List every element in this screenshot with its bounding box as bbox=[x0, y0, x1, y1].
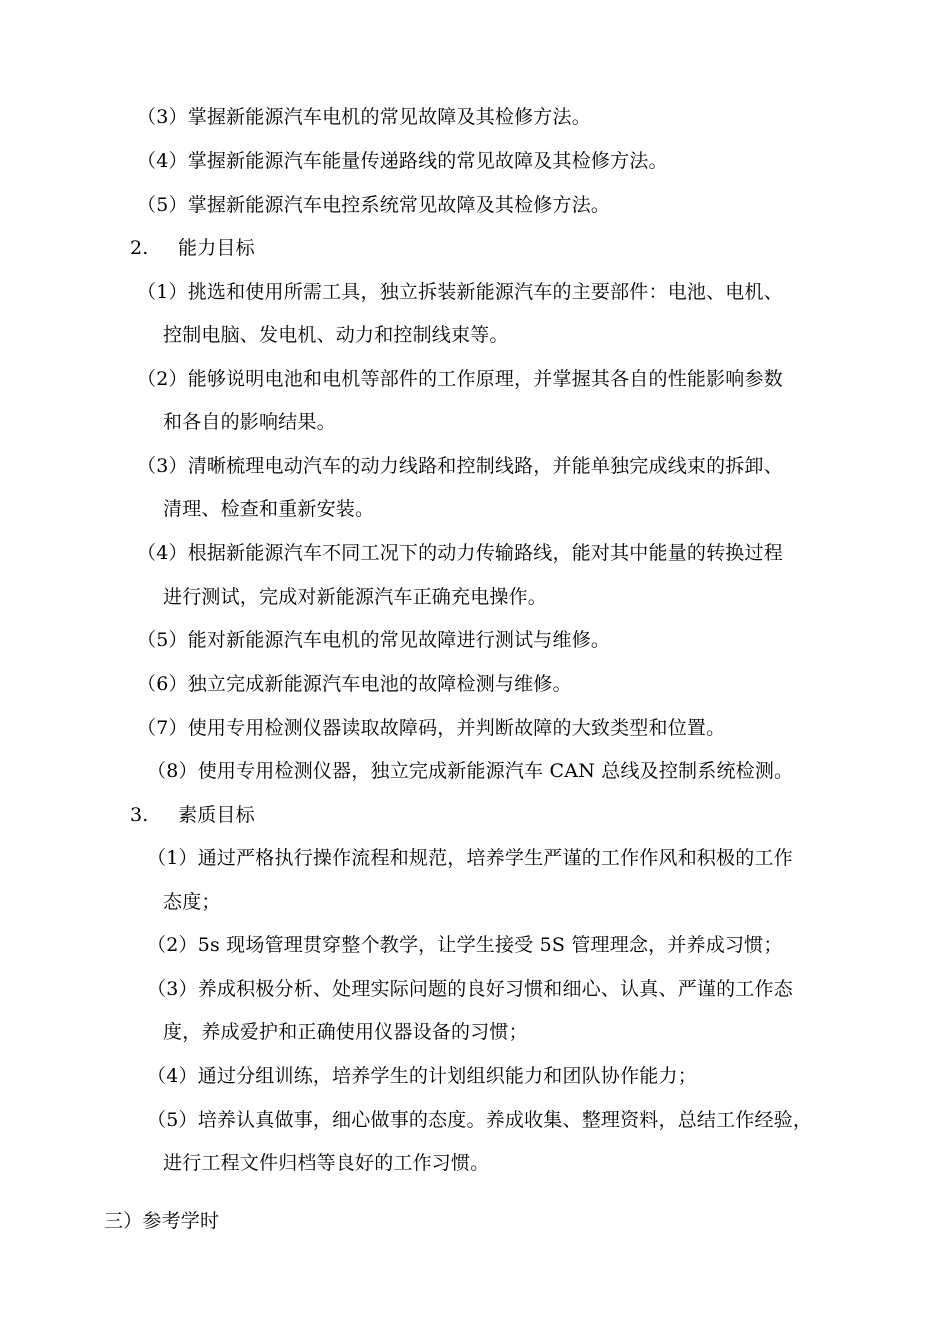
knowledge-item-4: （4）掌握新能源汽车能量传递路线的常见故障及其检修方法。 bbox=[137, 150, 668, 172]
quality-heading-number: 3. bbox=[130, 804, 149, 826]
ability-heading-number: 2. bbox=[130, 237, 149, 259]
quality-heading bbox=[130, 803, 255, 827]
quality-item-4: （4）通过分组训练，培养学生的计划组织能力和团队协作能力； bbox=[147, 1065, 697, 1087]
quality-item-1-line-1: （1）通过严格执行操作流程和规范，培养学生严谨的工作作风和积极的工作 bbox=[147, 847, 793, 869]
ability-item-3-line-2: 清理、检查和重新安装。 bbox=[163, 498, 375, 520]
ability-item-2-line-2: 和各自的影响结果。 bbox=[163, 411, 336, 433]
quality-item-5-line-1: （5）培养认真做事，细心做事的态度。养成收集、整理资料，总结工作经验， bbox=[147, 1109, 813, 1131]
ability-item-1-line-1: （1）挑选和使用所需工具，独立拆装新能源汽车的主要部件：电池、电机、 bbox=[137, 281, 783, 303]
quality-heading-title: 素质目标 bbox=[178, 804, 255, 826]
quality-item-3-line-2: 度，养成爱护和正确使用仪器设备的习惯； bbox=[163, 1021, 528, 1043]
ability-item-6: （6）独立完成新能源汽车电池的故障检测与维修。 bbox=[137, 673, 572, 695]
quality-item-5-line-2: 进行工程文件归档等良好的工作习惯。 bbox=[163, 1152, 490, 1174]
section-heading-reference-hours: 三）参考学时 bbox=[104, 1210, 220, 1232]
ability-heading bbox=[130, 236, 255, 260]
ability-item-1-line-2: 控制电脑、发电机、动力和控制线束等。 bbox=[163, 324, 509, 346]
quality-item-3-line-1: （3）养成积极分析、处理实际问题的良好习惯和细心、认真、严谨的工作态 bbox=[147, 978, 793, 1000]
ability-item-4-line-1: （4）根据新能源汽车不同工况下的动力传输路线，能对其中能量的转换过程 bbox=[137, 542, 783, 564]
ability-item-2-line-1: （2）能够说明电池和电机等部件的工作原理，并掌握其各自的性能影响参数 bbox=[137, 368, 783, 390]
knowledge-item-3: （3）掌握新能源汽车电机的常见故障及其检修方法。 bbox=[137, 106, 591, 128]
ability-item-5: （5）能对新能源汽车电机的常见故障进行测试与维修。 bbox=[137, 629, 611, 651]
ability-item-3-line-1: （3）清晰梳理电动汽车的动力线路和控制线路，并能单独完成线束的拆卸、 bbox=[137, 455, 783, 477]
quality-item-2: （2）5s 现场管理贯穿整个教学，让学生接受 5S 管理理念，并养成习惯； bbox=[147, 934, 783, 956]
ability-heading-title: 能力目标 bbox=[178, 237, 255, 259]
ability-item-8: （8）使用专用检测仪器，独立完成新能源汽车 CAN 总线及控制系统检测。 bbox=[147, 760, 794, 782]
quality-item-1-line-2: 态度； bbox=[163, 891, 221, 913]
ability-item-4-line-2: 进行测试，完成对新能源汽车正确充电操作。 bbox=[163, 586, 548, 608]
knowledge-item-5: （5）掌握新能源汽车电控系统常见故障及其检修方法。 bbox=[137, 194, 611, 216]
ability-item-7: （7）使用专用检测仪器读取故障码，并判断故障的大致类型和位置。 bbox=[137, 717, 726, 739]
